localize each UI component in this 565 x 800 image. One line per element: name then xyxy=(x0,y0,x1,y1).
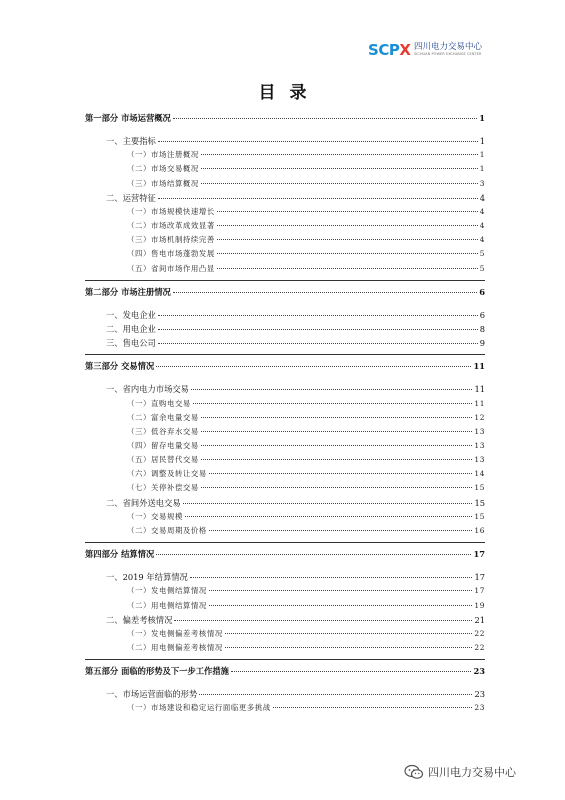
toc-entry-page: 14 xyxy=(474,469,485,479)
toc-subsection[interactable] xyxy=(127,426,485,437)
dot-leader xyxy=(201,154,478,155)
toc-entry-label: 二、省间外送电交易 xyxy=(106,497,181,508)
dot-leader xyxy=(191,389,472,390)
dot-leader xyxy=(217,225,478,226)
dot-leader xyxy=(217,253,478,254)
toc-subsection[interactable] xyxy=(127,642,485,653)
toc-entry-page: 13 xyxy=(474,441,485,450)
toc-entry-page: 5 xyxy=(479,249,485,259)
dot-leader xyxy=(158,329,478,330)
dot-leader xyxy=(174,620,472,621)
section-divider xyxy=(85,659,485,660)
toc-entry-label: 二、用电企业 xyxy=(106,323,156,334)
dot-leader xyxy=(156,554,471,555)
toc-entry-label: （四）留存电量交易 xyxy=(127,441,199,450)
toc-entry-page: 22 xyxy=(474,642,485,652)
toc-entry-label: 第五部分 面临的形势及下一步工作措施 xyxy=(85,666,229,677)
toc-entry-page: 11 xyxy=(473,361,485,372)
toc-subsection[interactable] xyxy=(127,454,485,465)
toc-entry-page: 16 xyxy=(474,525,485,535)
toc-subsection[interactable] xyxy=(127,525,485,536)
watermark-text: 四川电力交易中心 xyxy=(428,766,516,779)
toc-entry-label: （二）市场交易概况 xyxy=(127,164,199,174)
dot-leader xyxy=(156,366,471,367)
toc-entry-label: （三）市场结算概况 xyxy=(127,178,199,188)
toc-subsection[interactable] xyxy=(127,163,485,174)
toc-subsection[interactable] xyxy=(127,248,485,259)
dot-leader xyxy=(173,118,477,119)
dot-leader xyxy=(185,516,472,517)
toc-subsection[interactable] xyxy=(127,440,485,451)
toc-entry-page: 4 xyxy=(479,192,485,203)
toc-entry-label: （二）用电侧偏差考核情况 xyxy=(127,642,223,652)
toc-entry-label: （三）市场机制持续完善 xyxy=(127,235,215,245)
logo-org-name-en: SICHUAN POWER EXCHANGE CENTER xyxy=(414,52,482,56)
toc-entry-page: 9 xyxy=(479,338,485,349)
toc-subsection[interactable] xyxy=(127,511,485,522)
toc-section[interactable] xyxy=(106,614,485,626)
toc-entry-label: （六）调整及转让交易 xyxy=(127,469,207,479)
toc-subsection[interactable] xyxy=(127,702,485,713)
toc-entry-page: 4 xyxy=(479,206,485,216)
toc-entry-label: 三、售电公司 xyxy=(106,338,156,349)
toc-section[interactable] xyxy=(106,688,485,700)
dot-leader xyxy=(201,417,472,418)
toc-subsection[interactable] xyxy=(127,263,485,274)
section-divider xyxy=(85,280,485,281)
toc-entry-page: 13 xyxy=(474,455,485,465)
toc-entry-label: 第三部分 交易情况 xyxy=(85,361,155,372)
logo-org-name: 四川电力交易中心 xyxy=(414,42,483,52)
toc-entry-label: （五）省间市场作用凸显 xyxy=(127,263,215,273)
toc-subsection[interactable] xyxy=(127,412,485,423)
toc-section[interactable] xyxy=(106,383,485,395)
toc-entry-page: 15 xyxy=(474,511,485,521)
dot-leader xyxy=(225,647,473,648)
toc-entry-page: 15 xyxy=(474,483,485,493)
toc-entry-label: （一）市场建设和稳定运行面临更多挑战 xyxy=(127,703,271,713)
toc-section[interactable] xyxy=(106,571,485,583)
toc-entry-page: 23 xyxy=(474,689,485,700)
dot-leader xyxy=(209,590,472,591)
toc-entry-page: 1 xyxy=(479,113,485,123)
toc-entry-label: 第二部分 市场注册情况 xyxy=(85,286,171,297)
dot-leader xyxy=(209,530,472,531)
toc-entry-label: （五）居民替代交易 xyxy=(127,455,199,465)
toc-section[interactable] xyxy=(106,337,485,349)
dot-leader xyxy=(217,239,478,240)
toc-entry-label: 二、偏差考核情况 xyxy=(106,614,173,625)
toc-entry-page: 19 xyxy=(474,600,485,610)
toc-entry-label: 二、运营特征 xyxy=(106,192,156,203)
toc-part[interactable] xyxy=(85,112,485,124)
toc-entry-page: 6 xyxy=(479,309,485,320)
toc-entry-page: 11 xyxy=(474,398,485,408)
toc-subsection[interactable] xyxy=(127,482,485,493)
toc-entry-label: （二）交易周期及价格 xyxy=(127,525,207,535)
toc-entry-page: 15 xyxy=(474,497,485,508)
toc-entry-page: 5 xyxy=(479,263,485,273)
toc-subsection[interactable] xyxy=(127,468,485,479)
section-divider xyxy=(85,542,485,543)
toc-subsection[interactable] xyxy=(127,628,485,639)
toc-part[interactable] xyxy=(85,286,485,298)
dot-leader xyxy=(273,707,473,708)
dot-leader xyxy=(201,487,472,488)
dot-leader xyxy=(173,292,477,293)
dot-leader xyxy=(201,445,472,446)
toc-entry-label: （二）富余电量交易 xyxy=(127,412,199,422)
toc-entry-label: （一）市场规模快速增长 xyxy=(127,206,215,216)
toc-entry-label: 一、发电企业 xyxy=(106,309,156,320)
toc-subsection[interactable] xyxy=(127,234,485,245)
page-title: 目录 xyxy=(258,83,321,103)
toc-part[interactable] xyxy=(85,665,485,677)
toc-entry-page: 23 xyxy=(473,666,485,677)
toc-entry-label: 第一部分 市场运营概况 xyxy=(85,113,171,123)
dot-leader xyxy=(201,459,472,460)
dot-leader xyxy=(225,633,473,634)
toc-subsection[interactable] xyxy=(127,600,485,611)
dot-leader xyxy=(158,343,478,344)
dot-leader xyxy=(158,198,478,199)
logo-mark: SCPX xyxy=(368,41,411,59)
toc-entry-label: （一）直购电交易 xyxy=(127,398,191,408)
toc-entry-page: 8 xyxy=(479,323,485,334)
toc-subsection[interactable] xyxy=(127,206,485,217)
dot-leader xyxy=(209,605,472,606)
toc-entry-page: 13 xyxy=(474,426,485,436)
dot-leader xyxy=(231,671,472,672)
toc-entry-page: 11 xyxy=(474,384,485,395)
toc-entry-page: 21 xyxy=(474,614,485,625)
dot-leader xyxy=(158,141,478,142)
toc-entry-page: 1 xyxy=(479,136,485,147)
toc-entry-page: 17 xyxy=(474,586,485,596)
toc-entry-label: 一、主要指标 xyxy=(106,136,156,147)
dot-leader xyxy=(183,503,473,504)
toc-entry-page: 12 xyxy=(474,412,485,422)
toc-section[interactable] xyxy=(106,192,485,204)
toc-entry-page: 23 xyxy=(474,703,485,713)
toc-entry-page: 22 xyxy=(474,628,485,638)
toc-section[interactable] xyxy=(106,323,485,335)
toc-entry-label: （二）用电侧结算情况 xyxy=(127,600,207,610)
toc-entry-page: 17 xyxy=(474,572,485,583)
dot-leader xyxy=(217,268,478,269)
toc-entry-page: 4 xyxy=(479,221,485,231)
toc-entry-page: 17 xyxy=(473,549,485,560)
dot-leader xyxy=(158,315,478,316)
wechat-icon xyxy=(404,764,424,780)
toc-entry-label: 一、省内电力市场交易 xyxy=(106,384,189,395)
toc-entry-page: 4 xyxy=(479,235,485,245)
toc-entry-page: 1 xyxy=(479,164,485,174)
toc-entry-label: 一、2019 年结算情况 xyxy=(106,572,188,583)
toc-entry-label: 第四部分 结算情况 xyxy=(85,549,155,560)
dot-leader xyxy=(201,183,478,184)
toc-part[interactable] xyxy=(85,548,485,560)
toc-entry-label: （一）发电侧结算情况 xyxy=(127,586,207,596)
toc-section[interactable] xyxy=(106,497,485,509)
toc-entry-label: （一）交易规模 xyxy=(127,511,183,521)
toc-entry-page: 1 xyxy=(479,150,485,160)
dot-leader xyxy=(217,211,478,212)
toc-entry-label: 一、市场运营面临的形势 xyxy=(106,689,198,700)
toc-entry-label: （一）市场注册概况 xyxy=(127,150,199,160)
dot-leader xyxy=(190,577,473,578)
toc-subsection[interactable] xyxy=(127,585,485,596)
dot-leader xyxy=(193,403,472,404)
toc-entry-page: 3 xyxy=(479,178,485,188)
toc-section[interactable] xyxy=(106,309,485,321)
toc-entry-label: （二）市场改革成效显著 xyxy=(127,221,215,231)
toc-subsection[interactable] xyxy=(127,178,485,189)
section-divider xyxy=(85,354,485,355)
toc-part[interactable] xyxy=(85,360,485,372)
toc-subsection[interactable] xyxy=(127,220,485,231)
toc-entry-label: （三）低谷弃水交易 xyxy=(127,426,199,436)
dot-leader xyxy=(209,473,472,474)
toc-entry-label: （七）关停补偿交易 xyxy=(127,483,199,493)
toc-entry-label: （一）发电侧偏差考核情况 xyxy=(127,628,223,638)
dot-leader xyxy=(201,431,472,432)
toc-section[interactable] xyxy=(106,135,485,147)
toc-entry-label: （四）售电市场蓬勃发展 xyxy=(127,249,215,259)
toc-subsection[interactable] xyxy=(127,149,485,160)
dot-leader xyxy=(201,168,478,169)
toc-subsection[interactable] xyxy=(127,398,485,409)
toc-entry-page: 6 xyxy=(479,286,485,297)
dot-leader xyxy=(199,694,472,695)
